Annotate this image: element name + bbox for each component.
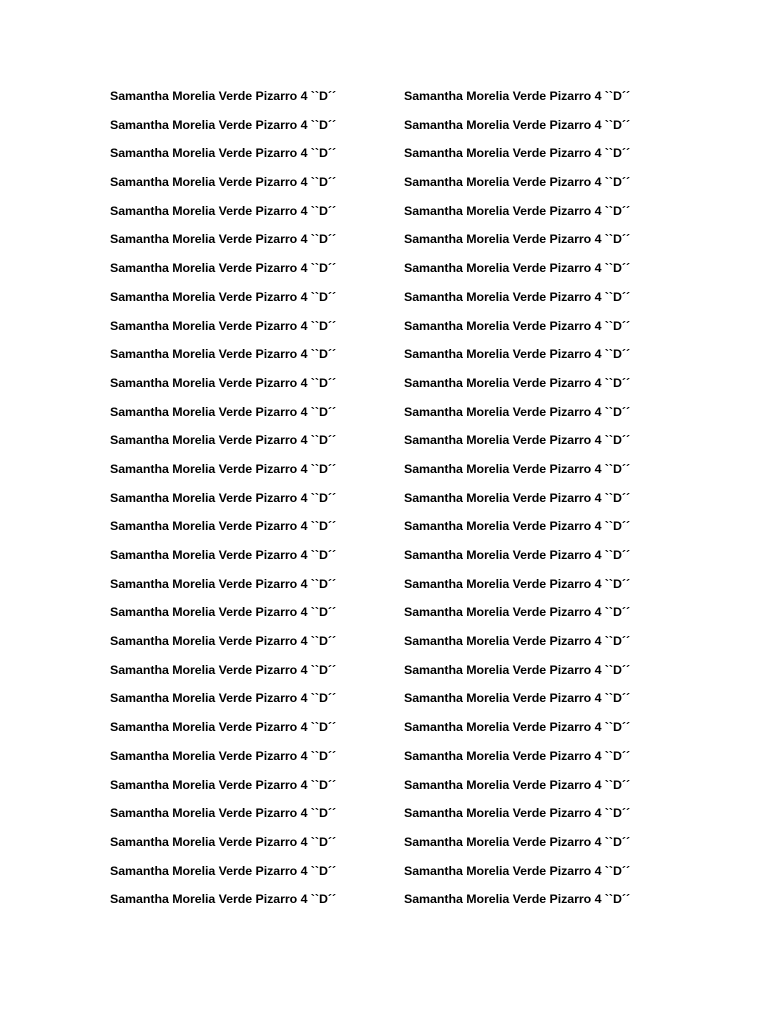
name-label-right: Samantha Morelia Verde Pizarro 4 ``D´´	[404, 605, 631, 620]
name-label-right: Samantha Morelia Verde Pizarro 4 ``D´´	[404, 548, 631, 562]
name-label-right: Samantha Morelia Verde Pizarro 4 ``D´´	[404, 720, 631, 735]
name-label-left: Samantha Morelia Verde Pizarro 4 ``D´´	[110, 634, 337, 649]
name-label-left: Samantha Morelia Verde Pizarro 4 ``D´´	[110, 318, 337, 333]
name-label-right: Samantha Morelia Verde Pizarro 4 ``D´´	[404, 433, 631, 448]
name-label-left: Samantha Morelia Verde Pizarro 4 ``D´´	[110, 490, 337, 505]
name-label-left: Samantha Morelia Verde Pizarro 4 ``D´´	[110, 289, 337, 304]
name-label-left: Samantha Morelia Verde Pizarro 4 ``D´´	[110, 404, 337, 419]
name-label-right: Samantha Morelia Verde Pizarro 4 ``D´´	[404, 490, 631, 505]
name-label-left: Samantha Morelia Verde Pizarro 4 ``D´´	[110, 232, 337, 247]
name-label-left: Samantha Morelia Verde Pizarro 4 ``D´´	[110, 806, 337, 821]
name-label-left: Samantha Morelia Verde Pizarro 4 ``D´´	[110, 375, 337, 390]
name-label-right: Samantha Morelia Verde Pizarro 4 ``D´´	[404, 89, 631, 103]
name-label-right: Samantha Morelia Verde Pizarro 4 ``D´´	[404, 834, 631, 849]
name-label-right: Samantha Morelia Verde Pizarro 4 ``D´´	[404, 806, 631, 821]
name-label-right: Samantha Morelia Verde Pizarro 4 ``D´´	[404, 117, 631, 132]
name-label-left: Samantha Morelia Verde Pizarro 4 ``D´´	[110, 777, 337, 792]
name-label-right: Samantha Morelia Verde Pizarro 4 ``D´´	[404, 863, 631, 878]
name-label-left: Samantha Morelia Verde Pizarro 4 ``D´´	[110, 117, 337, 132]
name-label-right: Samantha Morelia Verde Pizarro 4 ``D´´	[404, 289, 631, 304]
name-label-right: Samantha Morelia Verde Pizarro 4 ``D´´	[404, 232, 631, 247]
name-label-right: Samantha Morelia Verde Pizarro 4 ``D´´	[404, 461, 631, 476]
name-label-right: Samantha Morelia Verde Pizarro 4 ``D´´	[404, 146, 631, 161]
name-label-left: Samantha Morelia Verde Pizarro 4 ``D´´	[110, 892, 337, 907]
name-label-left: Samantha Morelia Verde Pizarro 4 ``D´´	[110, 261, 337, 276]
name-label-right: Samantha Morelia Verde Pizarro 4 ``D´´	[404, 576, 631, 591]
name-label-left: Samantha Morelia Verde Pizarro 4 ``D´´	[110, 347, 337, 362]
name-label-right: Samantha Morelia Verde Pizarro 4 ``D´´	[404, 892, 631, 907]
name-label-grid	[110, 87, 700, 919]
name-label-left: Samantha Morelia Verde Pizarro 4 ``D´´	[110, 720, 337, 735]
name-label-left: Samantha Morelia Verde Pizarro 4 ``D´´	[110, 605, 337, 620]
name-label-right: Samantha Morelia Verde Pizarro 4 ``D´´	[404, 662, 631, 677]
name-label-left: Samantha Morelia Verde Pizarro 4 ``D´´	[110, 748, 337, 763]
name-label-left: Samantha Morelia Verde Pizarro 4 ``D´´	[110, 175, 337, 190]
name-label-right: Samantha Morelia Verde Pizarro 4 ``D´´	[404, 777, 631, 792]
name-label-right: Samantha Morelia Verde Pizarro 4 ``D´´	[404, 691, 631, 706]
name-label-right: Samantha Morelia Verde Pizarro 4 ``D´´	[404, 318, 631, 333]
name-label-right: Samantha Morelia Verde Pizarro 4 ``D´´	[404, 347, 631, 362]
name-label-left: Samantha Morelia Verde Pizarro 4 ``D´´	[110, 519, 337, 534]
name-label-left: Samantha Morelia Verde Pizarro 4 ``D´´	[110, 863, 337, 878]
name-label-left: Samantha Morelia Verde Pizarro 4 ``D´´	[110, 834, 337, 849]
name-label-left: Samantha Morelia Verde Pizarro 4 ``D´´	[110, 203, 337, 218]
name-label-left: Samantha Morelia Verde Pizarro 4 ``D´´	[110, 576, 337, 591]
name-label-right: Samantha Morelia Verde Pizarro 4 ``D´´	[404, 175, 631, 190]
name-label-left: Samantha Morelia Verde Pizarro 4 ``D´´	[110, 433, 337, 448]
name-label-right: Samantha Morelia Verde Pizarro 4 ``D´´	[404, 634, 631, 649]
name-label-right: Samantha Morelia Verde Pizarro 4 ``D´´	[404, 375, 631, 390]
name-label-right: Samantha Morelia Verde Pizarro 4 ``D´´	[404, 404, 631, 419]
name-label-left: Samantha Morelia Verde Pizarro 4 ``D´´	[110, 146, 337, 161]
name-label-right: Samantha Morelia Verde Pizarro 4 ``D´´	[404, 748, 631, 763]
name-label-right: Samantha Morelia Verde Pizarro 4 ``D´´	[404, 203, 631, 218]
name-label-left: Samantha Morelia Verde Pizarro 4 ``D´´	[110, 691, 337, 706]
name-label-left: Samantha Morelia Verde Pizarro 4 ``D´´	[110, 461, 337, 476]
name-label-right: Samantha Morelia Verde Pizarro 4 ``D´´	[404, 519, 631, 534]
name-label-left: Samantha Morelia Verde Pizarro 4 ``D´´	[110, 548, 337, 562]
name-label-left: Samantha Morelia Verde Pizarro 4 ``D´´	[110, 662, 337, 677]
name-label-right: Samantha Morelia Verde Pizarro 4 ``D´´	[404, 261, 631, 276]
name-label-left: Samantha Morelia Verde Pizarro 4 ``D´´	[110, 89, 337, 103]
